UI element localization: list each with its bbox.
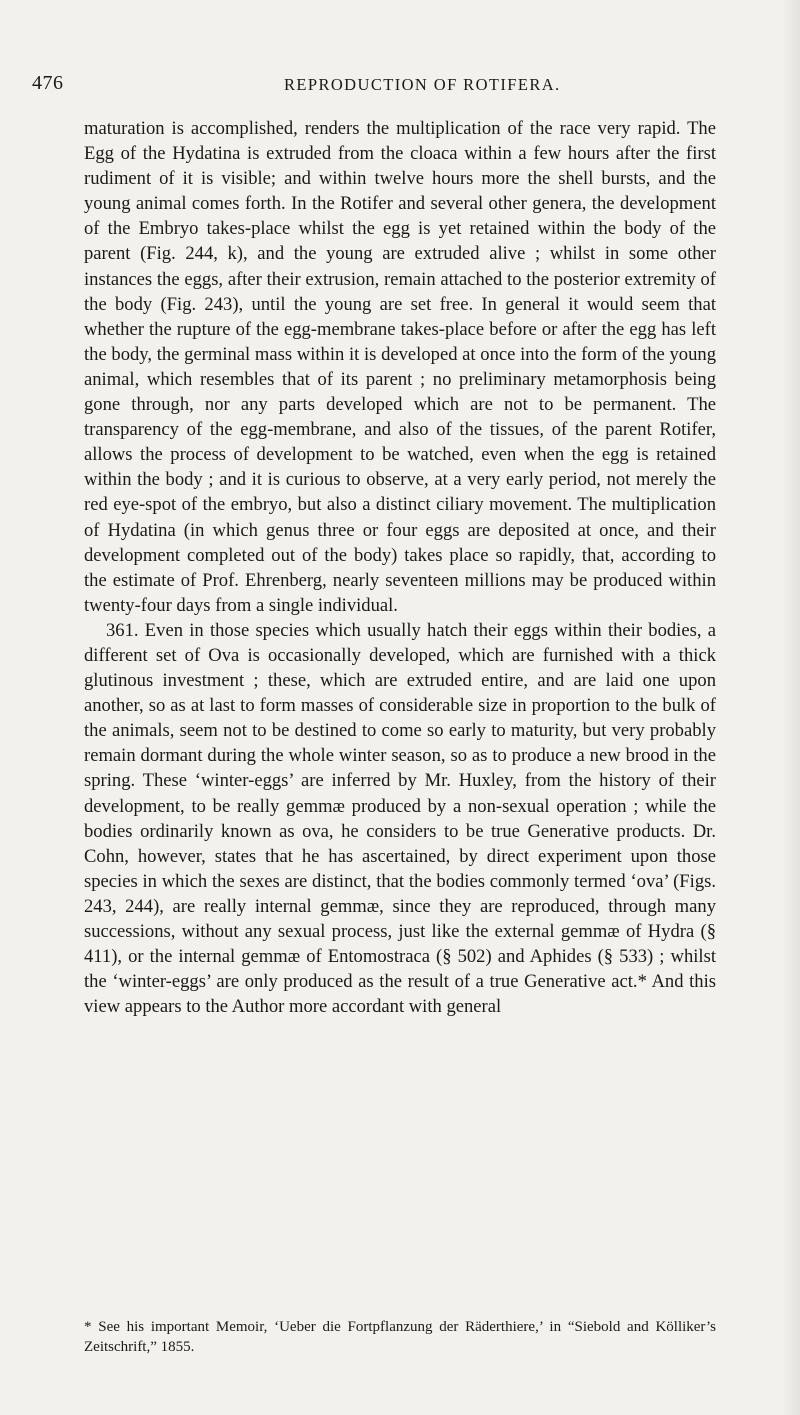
paragraph-continuation: maturation is accomplished, renders the multiplication of the race very rapid. The Egg of the Hydatina is extruded from the cloaca within a few hours after the first rudiment of it is visible; and within twelve hours more the shell bursts, and the young animal comes forth. In the Rotifer and several other genera, the development of the Embryo takes-place whilst the egg is yet retained within the body of the parent (Fig. 244, k), and the young are extruded alive ; whilst in some other instances the eggs, after their extrusion, remain attached to the posterior extremity of the body (Fig. 243), until the young are set free. In general it would seem that whether the rupture of the egg-membrane takes-place before or after the egg has left the body, the germinal mass within it is developed at once into the form of the young animal, which resembles that of its parent ; no preliminary metamorphosis being gone through, nor any parts developed which are not to be permanent. The transparency of the egg-membrane, and also of the tissues, of the parent Rotifer, allows the process of development to be watched, even when the egg is retained within the body ; and it is curious to observe, at a very early period, not merely the red eye-spot of the embryo, but also a distinct ciliary movement. The multiplication of Hydatina (in which genus three or four eggs are deposited at once, and their development completed out of the body) takes place so rapidly, that, according to the estimate of Prof. Ehrenberg, nearly seventeen millions may be produced within twenty-four days from a single individual. xyxy=(84,118,716,616)
running-title: REPRODUCTION OF ROTIFERA. xyxy=(284,75,561,94)
running-head xyxy=(32,72,716,102)
page-number: 476 xyxy=(32,72,64,94)
page-edge-shadow xyxy=(782,0,800,1415)
footnote xyxy=(84,1318,716,1357)
footnote-text: * See his important Memoir, ‘Ueber die Fortpflanzung der Räderthiere,’ in “Siebold and Kölliker’s Zeitschrift,” 1855. xyxy=(84,1319,716,1355)
paragraph-361: 361. Even in those species which usually hatch their eggs within their bodies, a different set of Ova is occasionally developed, which are furnished with a thick glutinous investment ; these, which are extruded entire, and are laid one upon another, so as at last to form masses of considerable size in proportion to the bulk of the animals, seem not to be destined to come so early to maturity, but very probably remain dormant during the whole winter season, so as to produce a new brood in the spring. These ‘winter-eggs’ are inferred by Mr. Huxley, from the history of their development, to be really gemmæ produced by a non-sexual operation ; while the bodies ordinarily known as ova, he considers to be true Generative products. Dr. Cohn, however, states that he has ascertained, by direct experiment upon those species in which the sexes are distinct, that the bodies commonly termed ‘ova’ (Figs. 243, 244), are really internal gemmæ, since they are reproduced, through many successions, without any sexual process, just like the external gemmæ of Hydra (§ 411), or the internal gemmæ of Entomostraca (§ 502) and Aphides (§ 533) ; whilst the ‘winter-eggs’ are only produced as the result of a true Generative act.* And this view appears to the Author more accordant with general xyxy=(84,619,716,1018)
body-text xyxy=(84,116,716,1019)
